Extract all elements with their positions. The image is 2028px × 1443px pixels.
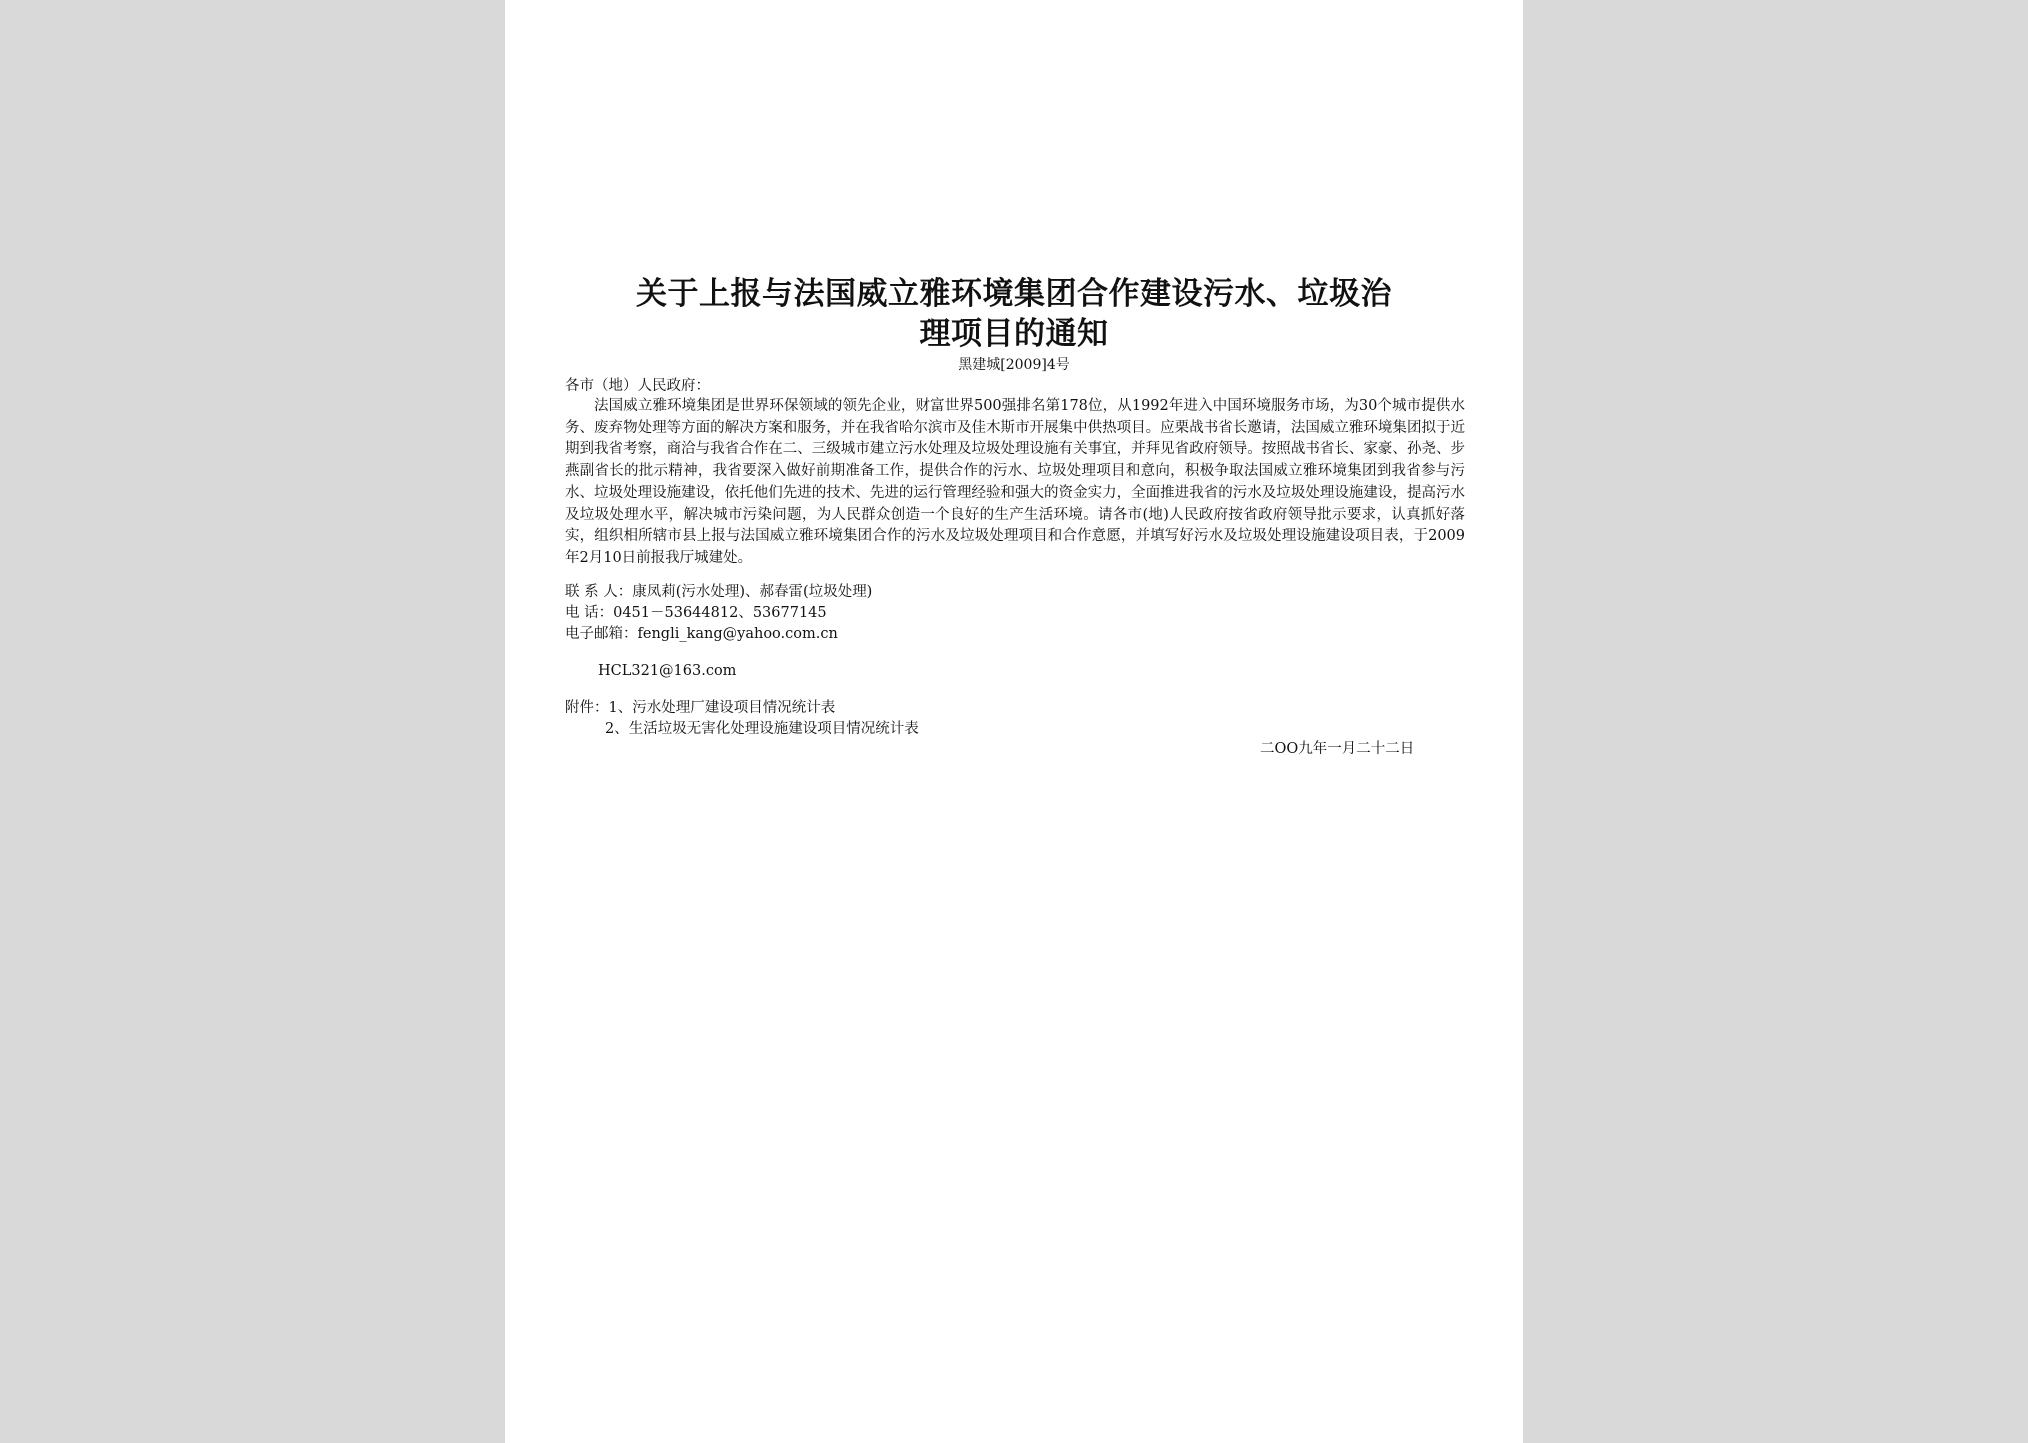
- document-page: [505, 0, 1523, 1443]
- attachment-2: 2、生活垃圾无害化处理设施建设项目情况统计表: [605, 721, 919, 737]
- issue-date: 二OO九年一月二十二日: [1260, 741, 1415, 757]
- salutation: 各市（地）人民政府：: [565, 378, 710, 394]
- contact-email: 电子邮箱：fengli_kang@yahoo.com.cn: [565, 626, 838, 642]
- document-title-line-2: 理项目的通知: [919, 316, 1109, 352]
- attachment-1: 附件：1、污水处理厂建设项目情况统计表: [565, 700, 836, 716]
- contact-phone: 电 话：0451－53644812、53677145: [565, 605, 827, 621]
- body-paragraph: 法国威立雅环境集团是世界环保领域的领先企业，财富世界500强排名第178位，从1992年进入中国环境服务市场，为30个城市提供水务、废弃物处理等方面的解决方案和服务，并在我省哈尔滨市及佳木斯市开展集中供热项目。应栗战书省长邀请，法国威立雅环境集团拟于近期到我省考察，商洽与我省合作在二、三级城市建立污水处理及垃圾处理设施有关事宜，并拜见省政府领导。按照战书省长、家豪、孙尧、步燕副省长的批示精神，我省要深入做好前期准备工作，提供合作的污水、垃圾处理项目和意向，积极争取法国威立雅环境集团到我省参与污水、垃圾处理设施建设，依托他们先进的技术、先进的运行管理经验和强大的资金实力，全面推进我省的污水及垃圾处理设施建设，提高污水及垃圾处理水平，解决城市污染问题，为人民群众创造一个良好的生产生活环境。请各市(地)人民政府按省政府领导批示要求，认真抓好落实，组织相所辖市县上报与法国威立雅环境集团合作的污水及垃圾处理项目和合作意愿，并填写好污水及垃圾处理设施建设项目表，于2009年2月10日前报我厅城建处。: [565, 398, 1465, 566]
- document-number: 黑建城[2009]4号: [958, 357, 1070, 373]
- contact-person: 联 系 人：康凤莉(污水处理)、郝春雷(垃圾处理): [565, 584, 873, 600]
- document-title-line-1: 关于上报与法国威立雅环境集团合作建设污水、垃圾治: [636, 276, 1392, 312]
- contact-email-secondary: HCL321@163.com: [598, 663, 737, 679]
